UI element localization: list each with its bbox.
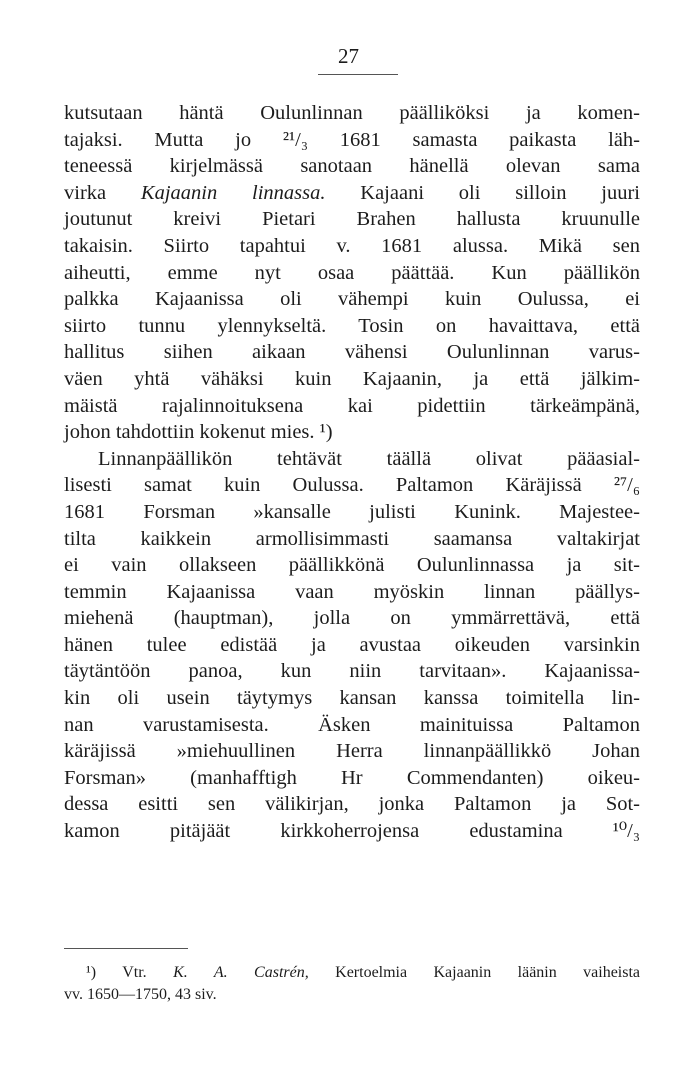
- text-line: hallitus siihen aikaan vähensi Oulunlinnan varus-: [64, 341, 640, 364]
- text-line: Forsman» (manhafftigh Hr Commendanten) oikeu-: [64, 766, 640, 789]
- text-line: hänen tulee edistää ja avustaa oikeuden varsinkin: [64, 633, 640, 656]
- text-line: [64, 180, 640, 207]
- text-segment: ¹) Vtr.: [86, 964, 174, 981]
- text-line: kamon pitäjäät kirkkoherrojensa edustamina ¹⁰/₃: [64, 820, 640, 843]
- text-line: lisesti samat kuin Oulussa. Paltamon Käräjissä ²⁷/₆: [64, 474, 640, 497]
- text-line: tilta kaikkein armollisimmasti saamansa valtakirjat: [64, 527, 640, 550]
- text-line: väen yhtä vähäksi kuin Kajaanin, ja että jälkim-: [64, 367, 640, 390]
- text-line: tajaksi. Mutta jo ²¹/₃ 1681 samasta paikasta läh-: [64, 128, 640, 151]
- text-line: dessa esitti sen välikirjan, jonka Paltamon ja Sot-: [64, 793, 640, 816]
- text-line: palkka Kajaanissa oli vähempi kuin Oulussa, ei: [64, 288, 640, 311]
- text-line: joutunut kreivi Pietari Brahen hallusta kruunulle: [64, 208, 640, 231]
- text-line: nan varustamisesta. Äsken mainituissa Paltamon: [64, 713, 640, 736]
- text-line: käräjissä »miehuullinen Herra linnanpäällikkö Johan: [64, 740, 640, 763]
- text-line: siirto tunnu ylennykseltä. Tosin on havaittava, että: [64, 314, 640, 337]
- text-line: ei vain ollakseen päällikkönä Oulunlinnassa ja sit-: [64, 554, 640, 577]
- footnote-line: [64, 962, 640, 984]
- italic-segment: Kajaanin linnassa.: [140, 181, 326, 204]
- text-segment: Kajaani oli silloin juuri: [325, 181, 640, 204]
- text-line: mäistä rajalinnoituksena kai pidettiin tärkeämpänä,: [64, 394, 640, 417]
- text-line: johon tahdottiin kokenut mies. ¹): [64, 421, 333, 444]
- footnote-rule: [64, 948, 188, 949]
- text-segment: virka: [64, 181, 141, 204]
- text-segment: Kertoelmia Kajaanin läänin vaiheista: [308, 964, 641, 981]
- text-line: teneessä kirjelmässä sanotaan hänellä olevan sama: [64, 155, 640, 178]
- text-line: miehenä (hauptman), jolla on ymmärrettävä, että: [64, 607, 640, 630]
- text-line: kutsutaan häntä Oulunlinnan päälliköksi ja komen-: [64, 102, 640, 124]
- footnote-line: vv. 1650—1750, 43 siv.: [64, 986, 217, 1003]
- text-line: kin oli usein täytymys kansan kanssa toimitella lin-: [64, 687, 640, 710]
- text-line: aiheutti, emme nyt osaa päättää. Kun päällikön: [64, 261, 640, 284]
- italic-segment: K. A. Castrén,: [173, 964, 309, 981]
- text-line: takaisin. Siirto tapahtui v. 1681 alussa. Mikä sen: [64, 234, 640, 257]
- footnotes: [64, 962, 640, 1006]
- text-line: Linnanpäällikön tehtävät täällä olivat pääasial-: [98, 447, 640, 470]
- body-text: [64, 100, 640, 845]
- text-line: täytäntöön panoa, kun niin tarvitaan». Kajaanissa-: [64, 660, 640, 683]
- text-line: temmin Kajaanissa vaan myöskin linnan päällys-: [64, 580, 640, 603]
- header-rule: [318, 74, 398, 75]
- text-line: 1681 Forsman »kansalle julisti Kunink. Majestee-: [64, 500, 640, 523]
- page-number: 27: [338, 44, 359, 68]
